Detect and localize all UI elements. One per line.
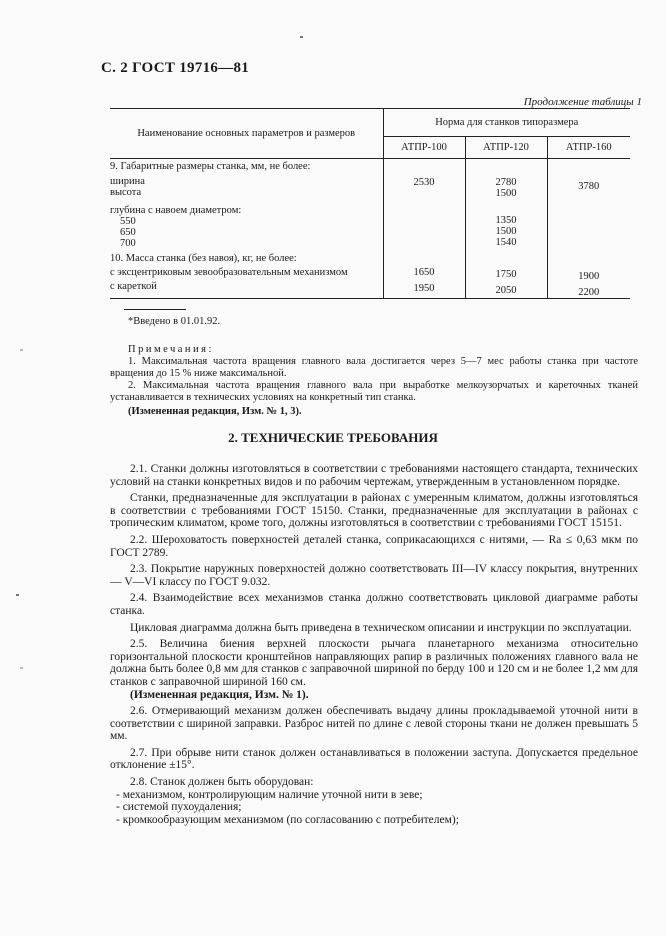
notes-edition-mark: (Измененная редакция, Изм. № 1, 3). [128,406,302,417]
depth-650-label: 650 [120,227,136,238]
scan-speck [300,36,303,38]
paragraph-2-4-diagram: Цикловая диаграмма должна быть приведена в техническом описании и инструкции по эксплуатации. [130,621,632,634]
paragraph-2-2: 2.2. Шероховатость поверхностей деталей станка, соприкасающихся с нитями, — Ra ≤ 0,63 мкм по ГОСТ 2789. [110,533,638,559]
footnote-rule [124,309,186,310]
depth-700-value-120: 1540 [495,237,517,248]
list-item-lint-removal: - системой пухоудаления; [116,801,242,814]
carriage-value-120: 2050 [495,285,517,296]
list-item-weft-control: - механизмом, контролирующим наличие уточной нити в зеве; [116,788,423,801]
width-value-120: 2780 [495,177,517,188]
depth-700-label: 700 [120,238,136,249]
section-title: 2. ТЕХНИЧЕСКИЕ ТРЕБОВАНИЯ [228,430,438,445]
footnote: *Введено в 01.01.92. [128,316,221,327]
eccentric-value-100: 1650 [413,267,435,278]
scan-speck [16,594,19,596]
paragraph-2-1: 2.1. Станки должны изготовляться в соответствии с требованиями настоящего стандарта, технических условий на станки конкретных видов и по рабочим чертежам, утвержденным в установленном порядке. [110,463,638,488]
paragraph-2-4: 2.4. Взаимодействие всех механизмов станка должно соответствовать цикловой диаграмме работы станка. [110,592,638,617]
paragraph-2-3: 2.3. Покрытие наружных поверхностей должно соответствовать III—IV классу покрытия, внутренних — V—VI классу по ГОСТ 9.032. [110,563,638,588]
eccentric-value-120: 1750 [495,269,517,280]
height-value-120: 1500 [495,188,517,199]
eccentric-value-160: 1900 [578,271,600,282]
depth-550-value-120: 1350 [495,215,517,226]
width-value-160: 3780 [547,159,630,250]
eccentric-label: с эксцентриковым зевообразовательным механизмом [110,267,348,278]
scan-speck [20,349,23,351]
model-header-160: АТПР-160 [547,137,630,159]
row-9-title: 9. Габаритные размеры станка, мм, не более: [110,161,311,172]
paragraph-2-5: 2.5. Величина биения верхней плоскости рычага планетарного механизма относительно горизонтальной плоскости кронштейнов направляющих рапир в различных положениях главного вала не должна быть более 0,8 мм для станков с заправочной шириной по берду 100 и 120 см и не более 1,2 мм для станков с заправочной шириной 160 см. [110,638,638,688]
width-value-100: 2530 [383,159,465,250]
notes-block [110,344,638,418]
paragraph-2-7: 2.7. При обрыве нити станок должен останавливаться в положении заступа. Допускается предельное отклонение ±15°. [110,746,638,772]
width-label: ширина [110,176,145,187]
paragraph-2-5-edition-mark: (Измененная редакция, Изм. № 1). [130,688,309,701]
height-label: высота [110,187,142,198]
paragraph-2-8: 2.8. Станок должен быть оборудован: [130,776,314,789]
scan-speck [20,667,23,669]
carriage-value-160: 2200 [578,287,600,298]
norm-header: Норма для станков типоразмера [383,109,630,137]
depth-550-label: 550 [120,216,136,227]
carriage-label: с кареткой [110,281,157,292]
model-header-120: АТПР-120 [465,137,547,159]
depth-650-value-120: 1500 [495,226,517,237]
model-header-100: АТПР-100 [383,137,465,159]
table-row-mass [110,249,630,299]
table-row-dimensions [110,159,630,250]
note-2: 2. Максимальная частота вращения главного вала при выработке мелкоузорчатых и кареточных тканей устанавливается в технических условиях на конкретный тип станка. [110,380,638,403]
carriage-value-100: 1950 [413,283,435,294]
note-1: 1. Максимальная частота вращения главного вала достигается через 5—7 мес работы станка при частоте вращения до 15 % ниже максимальной. [110,356,638,379]
row-10-title: 10. Масса станка (без навоя), кг, не более: [110,253,297,264]
param-header: Наименование основных параметров и размеров [110,109,383,159]
parameters-table [110,108,630,299]
paragraph-2-1-climate: Станки, предназначенные для эксплуатации в районах с умеренным климатом, должны изготовляться в соответствии с требованиями ГОСТ 15150. Станки, предназначенные для эксплуатации в районах с тропическим климатом, кроме того, должны изготовляться в соответствии с требованиями ГОСТ 15151. [110,492,638,530]
list-item-edge-forming: - кромкообразующим механизмом (по согласованию с потребителем); [116,813,459,826]
depth-label: глубина с навоем диаметром: [110,205,242,216]
notes-title: Примечания: [128,344,214,355]
main-text [110,463,638,826]
table-continuation-label: Продолжение таблицы 1 [523,96,642,108]
page-header: С. 2 ГОСТ 19716—81 [101,60,250,76]
paragraph-2-6: 2.6. Отмеривающий механизм должен обеспечивать выдачу длины прокладываемой уточной нити в соответствии с шириной заправки. Разброс нитей по длине с левой стороны ткани не должен превышать 5 мм. [110,705,638,743]
